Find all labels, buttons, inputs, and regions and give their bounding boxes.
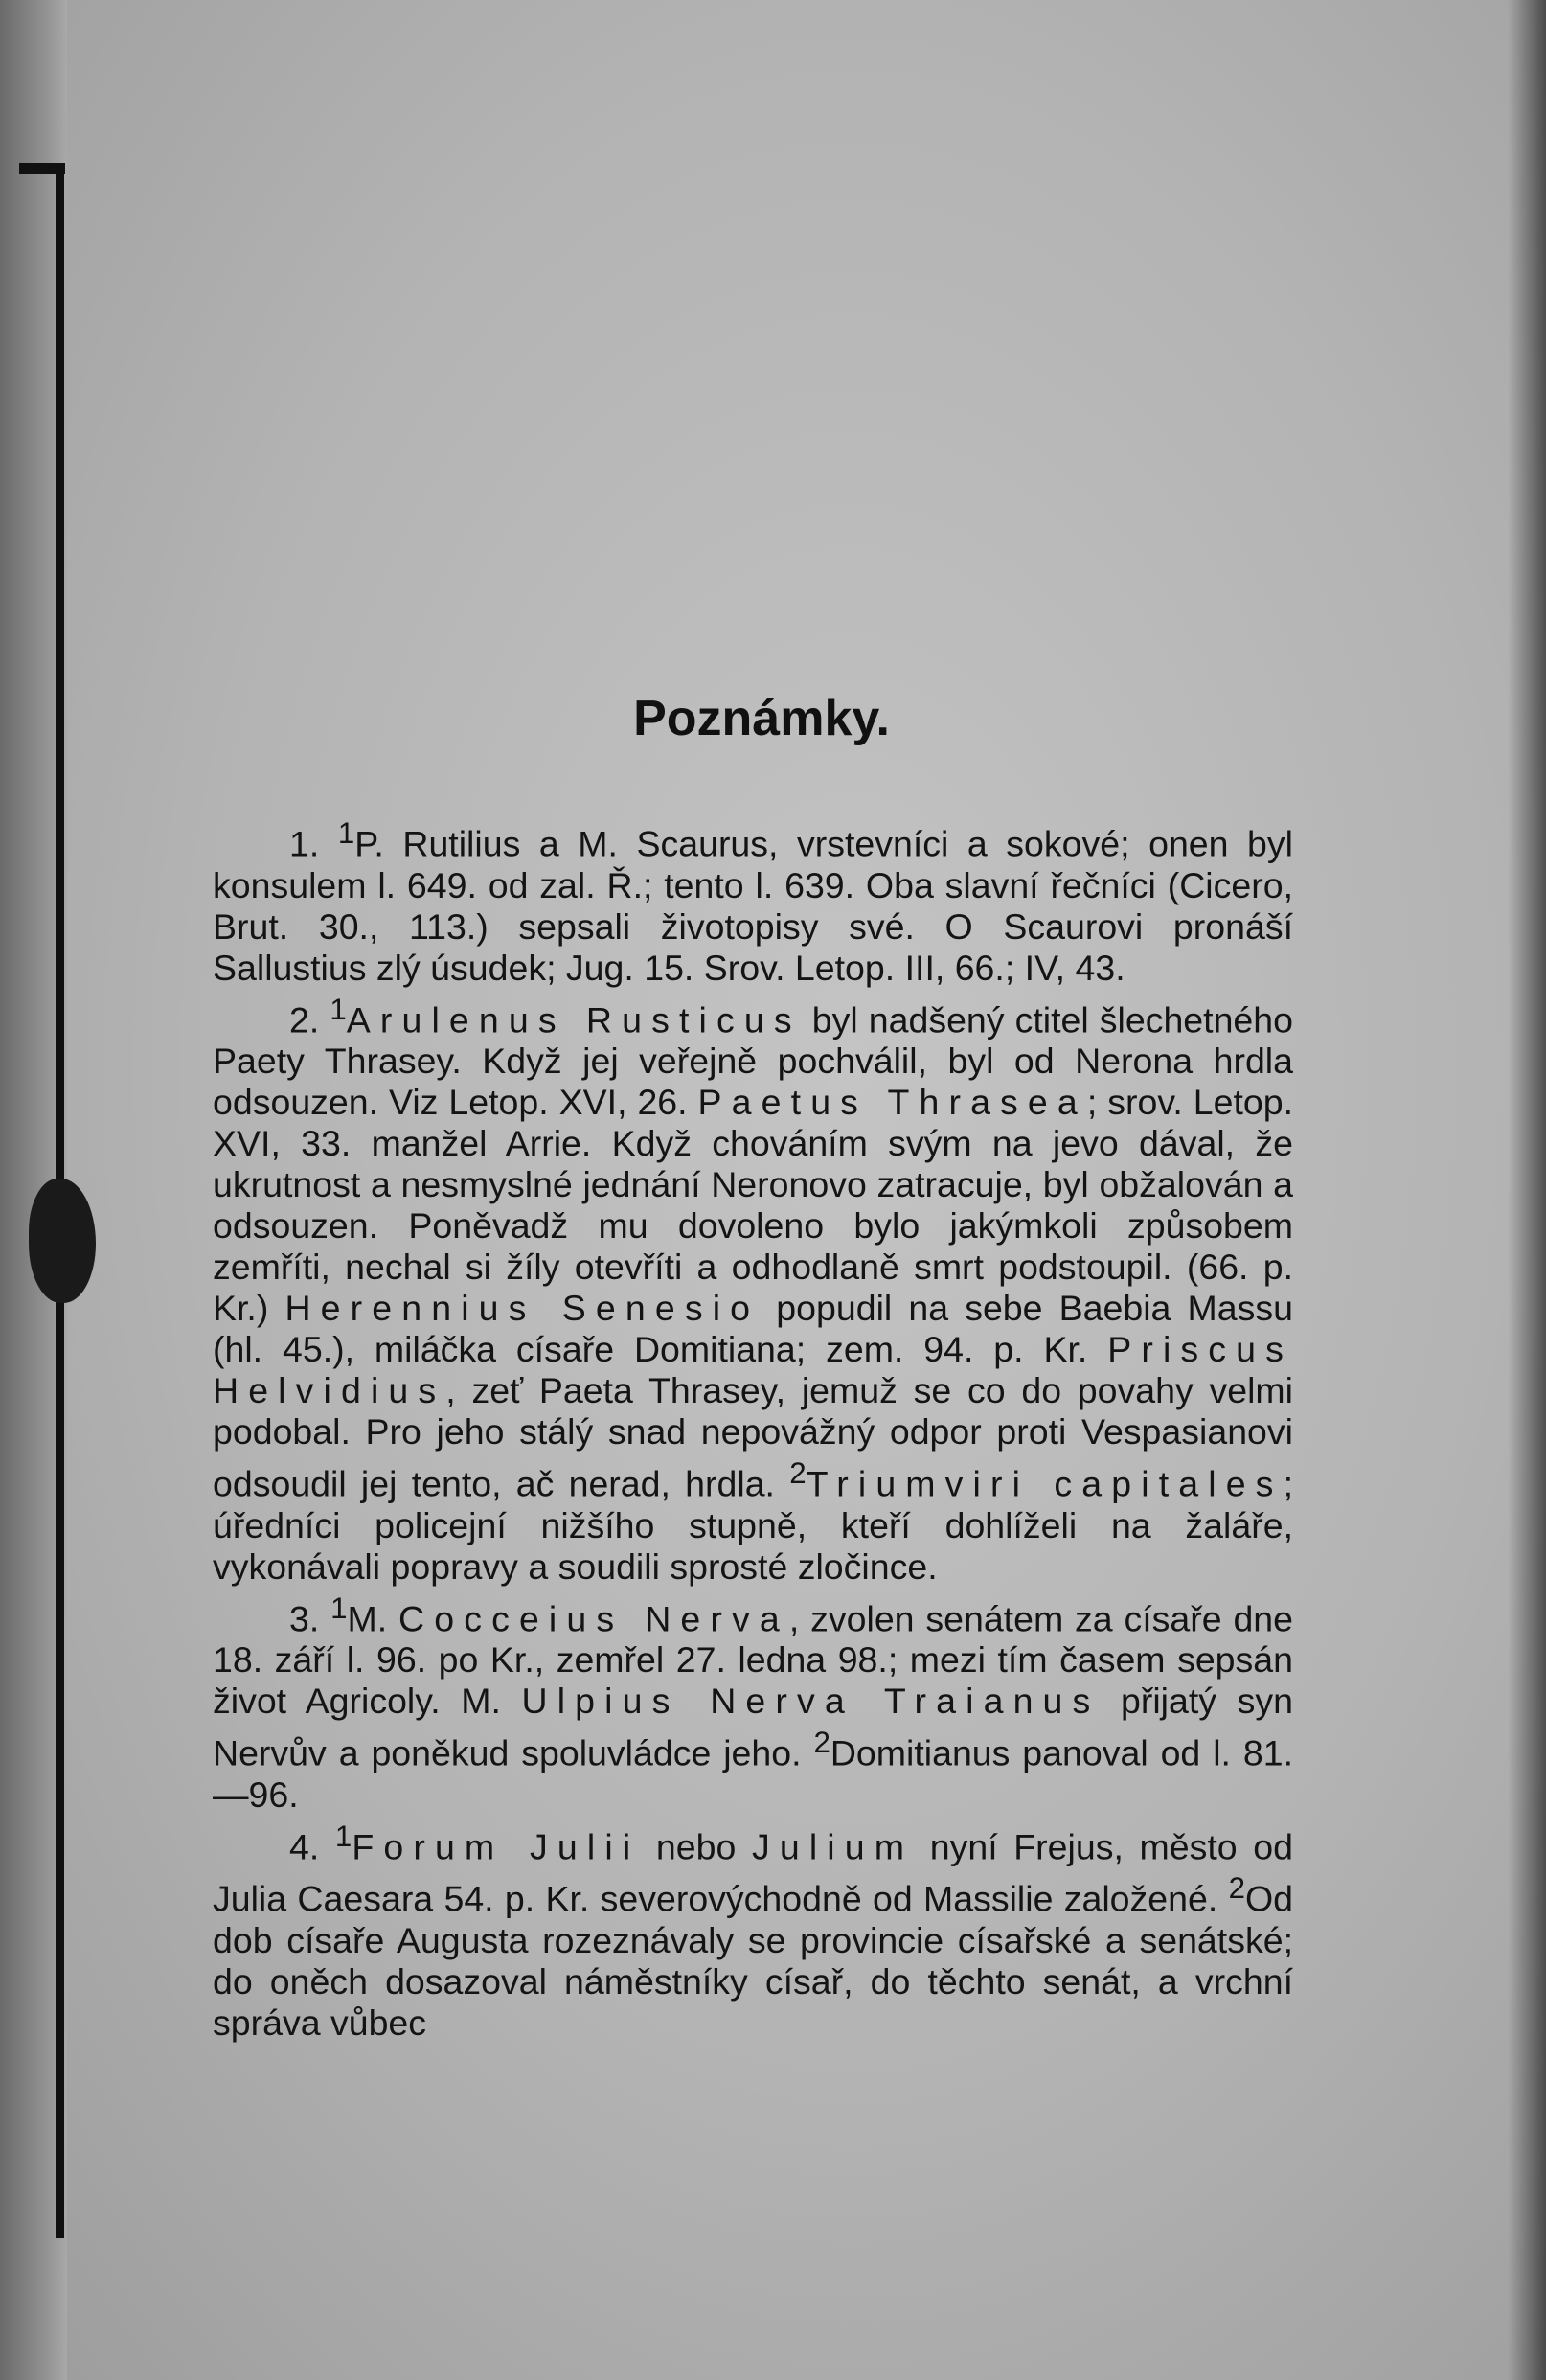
note-text: P. Rutilius a M. Scaurus, vrstevníci a sokové; onen byl konsulem l. 649. od zal. Ř.; tento l. 639. Oba slavní řečníci (Cicero, Brut. 30., 113.) sepsali životopisy své. O Scaurovi pronáší Sallustius zlý úsudek; Jug. 15. Srov. Letop. III, 66.; IV, 43.	[213, 823, 1293, 988]
note-text: Domitianus panoval od l. 81.—96.	[213, 1732, 1293, 1815]
emphasized-name: Cocceius Nerva	[398, 1598, 789, 1638]
footnote-marker: 2	[789, 1456, 807, 1490]
note-text: 2.	[289, 999, 330, 1040]
note-text: nyní Frejus, město od Julia Caesara 54. p. Kr. severovýchodně od Massilie založené.	[213, 1826, 1293, 1919]
clip-shape	[29, 1179, 96, 1303]
page-heading: Poznámky.	[633, 691, 890, 746]
note-paragraph	[213, 812, 1293, 989]
emphasized-name: Herennius Senesio	[284, 1288, 761, 1328]
note-text: ; srov. Letop. XVI, 33. manžel Arrie. Když chováním svým na jevo dával, že ukrutnost a nesmyslné jednání Neronovo zatracuje, byl obžalován a odsouzen. Poněvadž mu dovoleno bylo jakýmkoli způsobem zemříti, nechal si žíly otevříti a odhodlaně smrt podstoupil. (66. p. Kr.)	[213, 1082, 1293, 1328]
note-text: ; úředníci policejní nižšího stupně, kteří dohlíželi na žaláře, vykonávali popravy a soudili sprosté zločince.	[213, 1463, 1293, 1587]
footnote-marker: 2	[1228, 1871, 1245, 1905]
note-text: přijatý syn Nervův a poněkud spoluvládce jeho.	[213, 1681, 1293, 1774]
footnote-marker: 1	[330, 1590, 348, 1625]
note-text: M.	[347, 1598, 399, 1638]
footnote-marker: 1	[337, 816, 355, 850]
note-paragraph	[213, 1816, 1293, 2044]
page-edge-shadow	[1508, 0, 1546, 2380]
emphasized-name: Triumviri capitales	[806, 1463, 1284, 1504]
note-text: Od dob císaře Augusta rozeznávaly se provincie císařské a senátské; do oněch dosazoval náměstníky císař, do těchto senát, a vrchní správa vůbec	[213, 1878, 1293, 2043]
emphasized-name: Priscus Helvidius	[213, 1329, 1293, 1410]
emphasized-name: Forum Julii	[352, 1826, 641, 1866]
note-text: 4.	[289, 1826, 335, 1866]
footnote-marker: 1	[330, 992, 347, 1026]
emphasized-name: Paetus Thrasea	[697, 1082, 1087, 1122]
note-text: 3.	[289, 1598, 331, 1638]
footnote-marker: 2	[813, 1726, 830, 1759]
note-paragraph	[213, 1588, 1293, 1816]
emphasized-name: Ulpius Nerva Traianus	[521, 1681, 1101, 1721]
note-text: popudil na sebe Baebia Massu (hl. 45.), miláčka císaře Domitiana; zem. 94. p. Kr.	[213, 1288, 1293, 1369]
note-text: nebo	[640, 1826, 752, 1866]
note-paragraph	[213, 989, 1293, 1588]
note-text: 1.	[289, 823, 338, 864]
note-text: , zeť Paeta Thrasey, jemuž se co do povahy velmi podobal. Pro jeho stálý snad nepovážný odpor proti Vespasianovi odsoudil jej tento, ač nerad, hrdla.	[213, 1370, 1293, 1504]
emphasized-name: Arulenus Rusticus	[346, 999, 802, 1040]
note-text: , zvolen senátem za císaře dne 18. září l. 96. po Kr., zemřel 27. ledna 98.; mezi tím časem sepsán život Agricoly. M.	[213, 1598, 1294, 1721]
notes-body	[213, 812, 1293, 2044]
note-text: byl nadšený ctitel šlechetného Paety Thrasey. Když jej veřejně pochválil, byl od Nerona hrdla odsouzen. Viz Letop. XVI, 26.	[213, 999, 1293, 1122]
emphasized-name: Julium	[751, 1826, 915, 1866]
footnote-marker: 1	[334, 1819, 352, 1853]
